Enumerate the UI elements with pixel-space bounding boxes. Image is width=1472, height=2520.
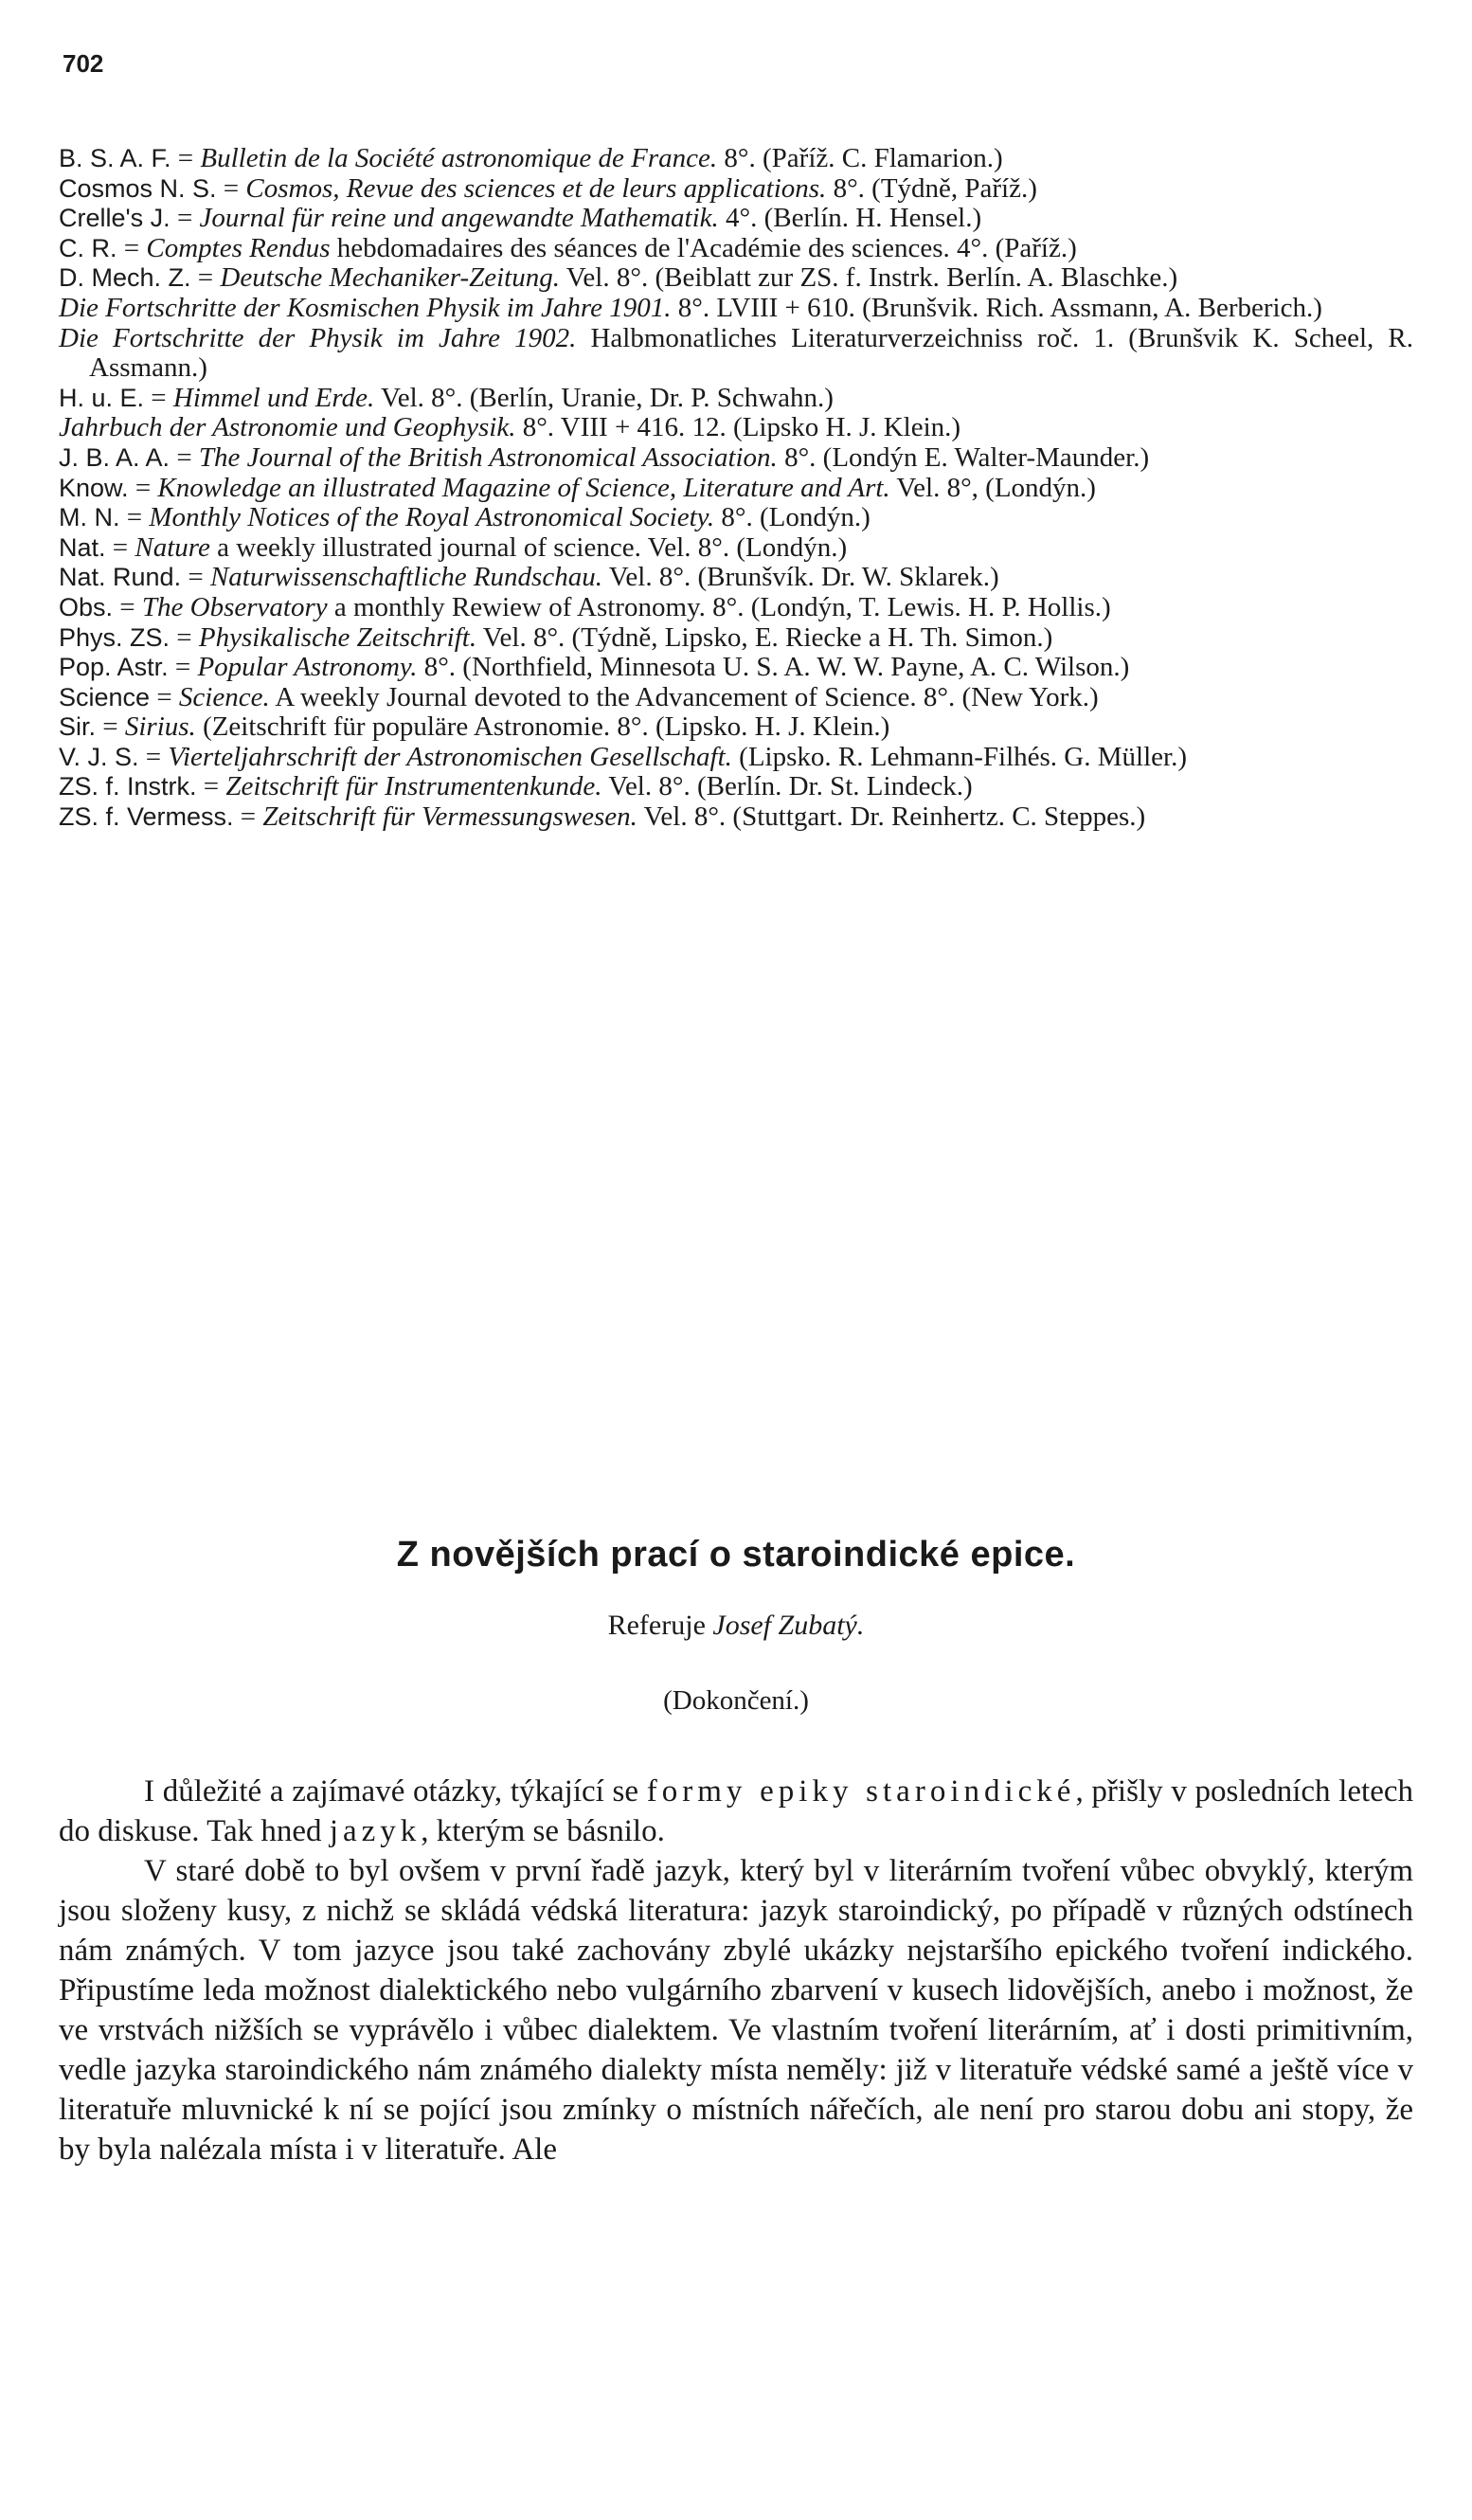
abbreviation-title: Naturwissenschaftliche Rundschau. <box>209 562 602 593</box>
abbreviation-title: Physikalische Zeitschrift. <box>198 621 477 653</box>
abbreviation-title: The Journal of the British Astronomical Association. <box>198 441 778 473</box>
abbreviation-details: Vel. 8°. (Týdně, Lipsko, E. Riecke a H. Th. Simon.) <box>476 621 1053 653</box>
p1-text-c: , přišly v posledních letech do diskuse. Tak hned <box>59 1774 1414 1848</box>
abbreviation-details: Vel. 8°. (Berlín. Dr. St. Lindeck.) <box>601 771 973 802</box>
abbreviation-details: Vel. 8°. (Berlín, Uranie, Dr. P. Schwahn.) <box>374 382 834 413</box>
abbreviation-title: Deutsche Mechaniker-Zeitung. <box>220 262 560 294</box>
abbreviation-separator: = <box>170 441 199 473</box>
abbreviation-title: Journal für reine und angewandte Mathematik. <box>199 203 719 234</box>
article-continued-note: (Dokončení.) <box>663 1685 809 1716</box>
abbreviation-details: (Lipsko. R. Lehmann-Filhés. G. Müller.) <box>731 741 1187 772</box>
abbreviation-key: D. Mech. Z. <box>59 263 191 293</box>
abbreviation-separator: = <box>113 591 142 622</box>
abbreviation-title: Vierteljahrschrift der Astronomischen Gesellschaft. <box>168 741 732 772</box>
abbreviation-separator: = <box>216 172 246 204</box>
abbreviation-title: Sirius. <box>124 711 196 743</box>
article-body <box>59 1772 1413 2169</box>
abbreviation-key: ZS. f. Vermess. <box>59 802 234 832</box>
p1-text-e: , kterým se básnilo. <box>421 1814 665 1848</box>
abbreviation-title: The Observatory <box>141 591 328 622</box>
abbreviation-title: Comptes Rendus <box>146 232 331 263</box>
abbreviation-title: Die Fortschritte der Physik im Jahre 1902. <box>59 322 577 353</box>
abbreviation-list <box>59 144 1413 833</box>
p1-emphasis-language: jazyk <box>329 1814 422 1848</box>
abbreviation-details: A weekly Journal devoted to the Advancement of Science. 8°. (New York.) <box>269 681 1099 712</box>
abbreviation-details: (Zeitschrift für populäre Astronomie. 8°. (Lipsko. H. J. Klein.) <box>195 711 890 743</box>
abbreviation-title: Nature <box>135 531 210 563</box>
abbreviation-entry <box>59 413 1413 443</box>
abbreviation-entry <box>59 234 1413 264</box>
abbreviation-separator: = <box>117 232 147 263</box>
abbreviation-details: 8°. (Týdně, Paříž.) <box>826 172 1037 204</box>
abbreviation-key: Sir. <box>59 712 97 742</box>
byline-prefix: Referuje <box>607 1610 713 1641</box>
abbreviation-title: Knowledge an illustrated Magazine of Science, Literature and Art. <box>157 472 890 503</box>
abbreviation-key: Pop. Astr. <box>59 653 169 682</box>
abbreviation-key: V. J. S. <box>59 742 139 771</box>
abbreviation-key: Crelle's J. <box>59 204 171 233</box>
abbreviation-entry <box>59 294 1413 324</box>
abbreviation-details: 8°. (Northfield, Minnesota U. S. A. W. W. Payne, A. C. Wilson.) <box>417 652 1130 683</box>
abbreviation-entry <box>59 593 1413 623</box>
abbreviation-entry <box>59 563 1413 593</box>
abbreviation-details: 8°. VIII + 416. 12. (Lipsko H. J. Klein.) <box>515 412 961 443</box>
abbreviation-separator: = <box>150 681 179 712</box>
abbreviation-separator: = <box>233 801 263 833</box>
abbreviation-entry <box>59 743 1413 773</box>
abbreviation-details: 8°. (Paříž. C. Flamarion.) <box>717 143 1003 173</box>
article <box>59 1535 1413 2169</box>
abbreviation-entry <box>59 772 1413 802</box>
abbreviation-title: Zeitschrift für Instrumentenkunde. <box>225 771 602 802</box>
abbreviation-entry <box>59 683 1413 713</box>
abbreviation-key: H. u. E. <box>59 383 145 412</box>
abbreviation-details: Vel. 8°, (Londýn.) <box>889 472 1096 503</box>
abbreviation-entry <box>59 144 1413 174</box>
abbreviation-separator: = <box>168 652 198 683</box>
abbreviation-separator: = <box>196 771 226 802</box>
abbreviation-title: Himmel und Erde. <box>172 382 375 413</box>
abbreviation-entry <box>59 204 1413 234</box>
abbreviation-key: Cosmos N. S. <box>59 173 217 203</box>
abbreviation-title: Die Fortschritte der Kosmischen Physik im Jahre 1901. <box>59 292 672 323</box>
abbreviation-key: Nat. <box>59 532 106 562</box>
abbreviation-key: Phys. ZS. <box>59 622 171 652</box>
page-number: 702 <box>63 49 104 78</box>
abbreviation-entry <box>59 653 1413 683</box>
abbreviation-separator: = <box>181 562 210 593</box>
abbreviation-title: Popular Astronomy. <box>197 652 418 683</box>
abbreviation-key: J. B. A. A. <box>59 442 171 472</box>
abbreviation-entry <box>59 174 1413 205</box>
abbreviation-separator: = <box>119 502 150 533</box>
abbreviation-entry <box>59 712 1413 743</box>
abbreviation-entry <box>59 503 1413 533</box>
abbreviation-entry <box>59 443 1413 474</box>
abbreviation-key: Obs. <box>59 592 114 621</box>
article-title: Z novějších prací o staroindické epice. <box>396 1535 1076 1575</box>
abbreviation-details: a weekly illustrated journal of science. Vel. 8°. (Londýn.) <box>209 531 848 563</box>
byline-author: Josef Zubatý. <box>712 1610 865 1641</box>
abbreviation-entry <box>59 474 1413 504</box>
abbreviation-separator: = <box>190 262 221 294</box>
abbreviation-separator: = <box>170 203 200 234</box>
abbreviation-title: Zeitschrift für Vermessungswesen. <box>262 801 637 833</box>
abbreviation-details: 4°. (Berlín. H. Hensel.) <box>718 203 982 234</box>
abbreviation-key: Nat. Rund. <box>59 563 182 592</box>
abbreviation-key: Know. <box>59 473 129 502</box>
abbreviation-details: 8°. LVIII + 610. (Brunšvik. Rich. Assmann, A. Berberich.) <box>671 292 1322 323</box>
article-byline <box>59 1610 1413 1642</box>
abbreviation-separator: = <box>128 472 158 503</box>
abbreviation-details: a monthly Rewiew of Astronomy. 8°. (Londýn, T. Lewis. H. P. Hollis.) <box>327 591 1111 622</box>
abbreviation-details: Halbmonatliches Literaturverzeichniss roč. 1. (Brunšvik K. Scheel, R. Assmann.) <box>89 322 1413 384</box>
abbreviation-title: Science. <box>178 681 270 712</box>
abbreviation-separator: = <box>144 382 173 413</box>
p1-emphasis-form: formy epiky staroindické <box>646 1774 1076 1809</box>
abbreviation-title: Cosmos, Revue des sciences et de leurs applications. <box>245 172 827 204</box>
abbreviation-details: 8°. (Londýn E. Walter-Maunder.) <box>777 441 1150 473</box>
abbreviation-entry <box>59 324 1413 384</box>
abbreviation-key: ZS. f. Instrk. <box>59 772 197 801</box>
abbreviation-entry <box>59 263 1413 294</box>
abbreviation-entry <box>59 802 1413 833</box>
abbreviation-title: Jahrbuch der Astronomie und Geophysik. <box>59 412 516 443</box>
paragraph-1 <box>59 1772 1413 1851</box>
abbreviation-separator: = <box>96 711 125 743</box>
abbreviation-key: Science <box>59 682 151 711</box>
p1-text-a: I důležité a zajímavé otázky, týkající se <box>144 1774 647 1809</box>
abbreviation-details: Vel. 8°. (Beiblatt zur ZS. f. Instrk. Berlín. A. Blaschke.) <box>559 262 1178 294</box>
abbreviation-details: 8°. (Londýn.) <box>714 502 871 533</box>
abbreviation-title: Bulletin de la Société astronomique de France. <box>200 143 718 173</box>
abbreviation-details: hebdomadaires des séances de l'Académie des sciences. 4°. (Paříž.) <box>330 232 1077 263</box>
abbreviation-separator: = <box>171 143 201 173</box>
abbreviation-title: Monthly Notices of the Royal Astronomical Society. <box>149 502 715 533</box>
abbreviation-separator: = <box>138 741 169 772</box>
abbreviation-details: Vel. 8°. (Brunšvík. Dr. W. Sklarek.) <box>601 562 999 593</box>
abbreviation-key: C. R. <box>59 233 117 262</box>
abbreviation-separator: = <box>170 621 199 653</box>
abbreviation-entry <box>59 533 1413 564</box>
abbreviation-details: Vel. 8°. (Stuttgart. Dr. Reinhertz. C. Steppes.) <box>637 801 1146 833</box>
abbreviation-key: M. N. <box>59 503 120 532</box>
abbreviation-entry <box>59 623 1413 654</box>
abbreviation-separator: = <box>105 531 135 563</box>
paragraph-2: V staré době to byl ovšem v první řadě jazyk, který byl v literárním tvoření vůbec obvyklý, kterým jsou složeny kusy, z nichž se skládá védská literatura: jazyk staroindický, po případě v různých odstínech nám známých. V tom jazyce jsou také zachovány zbylé ukázky nejstaršího epického tvoření indického. Připustíme leda možnost dialektického nebo vulgárního zbarvení v kusech lidovějších, anebo i možnost, že ve vrstvách nižších se vyprávělo i vůbec dialektem. Ve vlastním tvoření literárním, ať i dosti primitivním, vedle jazyka staroindického nám známého dialekty místa neměly: již v literatuře védské samé a ještě více v literatuře mluvnické k ní se pojící jsou zmínky o místních nářečích, ale není pro starou dobu ani stopy, že by byla nalézala místa i v literatuře. Ale <box>59 1854 1413 2167</box>
abbreviation-entry <box>59 384 1413 414</box>
abbreviation-key: B. S. A. F. <box>59 144 171 172</box>
